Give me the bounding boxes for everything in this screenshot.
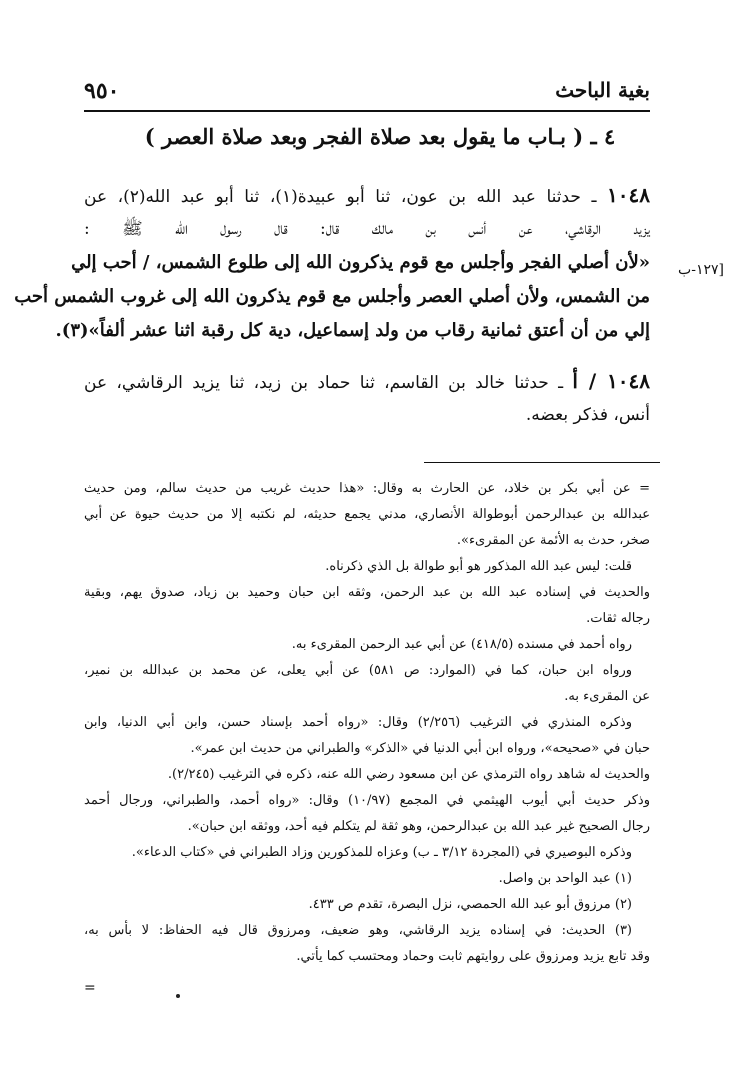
footnote-line: رجاله ثقات. [586, 611, 650, 626]
running-title: بغية الباحث [555, 78, 650, 102]
footnote-line: عبدالله بن عبدالرحمن أبوطوالة الأنصاري، مدني يجمع حديثه، لم نكتبه إلا من حديث حيوة عن أبي [84, 507, 650, 522]
main-text [14, 178, 650, 432]
hadith-text: من الشمس، ولأن أصلي العصر وأجلس مع قوم يذكرون الله إلى غروب الشمس أحب [14, 286, 650, 307]
footnote-line: عن المقرىء به. [564, 689, 650, 704]
footnote-line: رواه أحمد في مسنده (٤١٨/٥) عن أبي عبد الرحمن المقرىء به. [291, 637, 632, 652]
footnote-line: (١) عبد الواحد بن واصل. [498, 871, 632, 886]
main-line [84, 178, 650, 212]
continuation-mark: = [84, 980, 96, 996]
footnotes [84, 476, 650, 970]
footnote-line: والحديث له شاهد رواه الترمذي عن ابن مسعود رضي الله عنه، ذكره في الترغيب (٢/٢٤٥). [167, 767, 650, 782]
main-line-text: ـ حدثنا خالد بن القاسم، ثنا حماد بن زيد، ثنا يزيد الرقاشي، عن [84, 373, 564, 393]
hadith-line [14, 280, 650, 314]
ink-dot [176, 994, 180, 998]
page-header [84, 78, 650, 106]
main-line [84, 364, 650, 398]
hadith-number: ١٠٤٨ [607, 183, 650, 207]
footnote-line: (٣) الحديث: في إسناده يزيد الرقاشي، وهو ضعيف، ومرزوق قال فيه الحفاظ: لا بأس به، [84, 923, 632, 938]
main-line [84, 212, 650, 246]
footnote-line: وقد تابع يزيد ومرزوق على روايتهم ثابت وحماد ومحتسب كما يأتي. [296, 949, 650, 964]
footnote-line: وذكره المنذري في الترغيب (٢/٢٥٦) وقال: «رواه أحمد بإسناد حسن، وابن أبي الدنيا، وابن [84, 715, 632, 730]
main-line-text: ـ حدثنا عبد الله بن عون، ثنا أبو عبيدة(١)، ثنا أبو عبد الله(٢)، عن [84, 187, 597, 207]
footnote-line: صخر، حدث به الأئمة عن المقرىء». [456, 533, 650, 548]
footnote-line: والحديث في إسناده عبد الله بن عبد الرحمن، وثقه ابن حبان وحميد بن زياد، صدوق يهم، وبقية [84, 585, 650, 600]
paragraph-gap [84, 348, 650, 364]
main-line-text: يزيد الرقاشي، عن أنس بن مالك قال: قال رسول الله ﷺ : [84, 219, 650, 239]
footnote-line: = عن أبي بكر بن خلاد، عن الحارث به وقال: «هذا حديث غريب من حديث سالم، ومن حديث [84, 481, 650, 496]
chapter-heading: ٤ ـ ( بـاب ما يقول بعد صلاة الفجر وبعد صلاة العصر ) [144, 124, 616, 149]
footnote-line: ورواه ابن حبان، كما في (الموارد: ص ٥٨١) عن أبي يعلى، عن محمد بن عبدالله بن نمير، [84, 663, 633, 678]
main-line-text: أنس، فذكر بعضه. [525, 405, 650, 425]
header-rule [84, 110, 650, 112]
footnote-line: وذكره البوصيري في (المجردة ٣/١٢ ـ ب) وعزاه للمذكورين وزاد الطبراني في «كتاب الدعاء». [131, 845, 632, 860]
main-line [84, 398, 650, 432]
hadith-text: «لأن أصلي الفجر وأجلس مع قوم يذكرون الله إلى طلوع الشمس، / أحب إلي [71, 252, 650, 273]
hadith-number: ١٠٤٨ / أ [572, 369, 650, 393]
hadith-line [55, 314, 650, 348]
footnote-line: قلت: ليس عبد الله المذكور هو أبو طوالة بل الذي ذكرناه. [325, 559, 632, 574]
footnote-line: وذكر حديث أبي أيوب الهيثمي في المجمع (١٠/٩٧) وقال: «رواه أحمد، والطبراني، ورجال أحمد [84, 793, 650, 808]
footnote-line: حبان في «صحيحه»، ورواه ابن أبي الدنيا في «الذكر» والطبراني من حديث ابن عمر». [190, 741, 650, 756]
footnote-line: (٢) مرزوق أبو عبد الله الحمصي، نزل البصرة، تقدم ص ٤٣٣. [308, 897, 632, 912]
page-number: ٩٥٠ [84, 78, 120, 104]
margin-note: [١٢٧-ب [678, 262, 724, 278]
footnote-rule [424, 462, 660, 463]
hadith-line [71, 246, 650, 280]
footnote-line: رجال الصحيح غير عبد الله بن عبدالرحمن، وهو ثقة لم يتكلم فيه أحد، ووثقه ابن حبان». [187, 819, 650, 834]
hadith-text: إلي من أن أعتق ثمانية رقاب من ولد إسماعيل، دية كل رقبة اثنا عشر ألفاً»(٣). [55, 320, 650, 341]
